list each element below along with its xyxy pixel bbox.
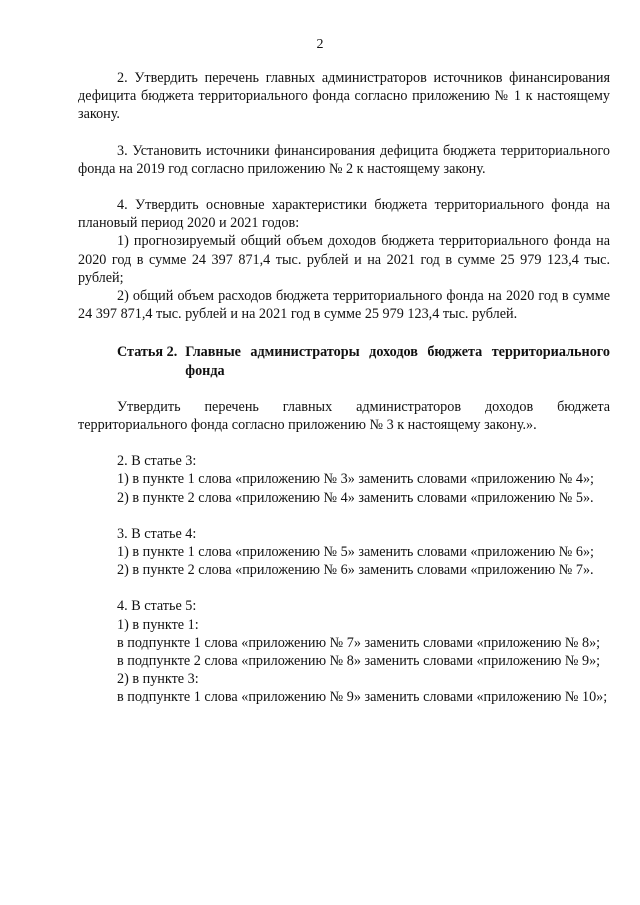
amendment-item: в подпункте 1 слова «приложению № 7» заменить словами «приложению № 8»; — [117, 634, 601, 651]
amendment-item: 2) в пункте 2 слова «приложению № 4» заменить словами «приложению № 5». — [117, 489, 594, 506]
amendment-item: 1) в пункте 1 слова «приложению № 5» заменить словами «приложению № 6»; — [117, 544, 594, 561]
paragraph-planned-period: 4. Утвердить основные характеристики бюджета территориального фонда на плановый период 2020 и 2021 годов: — [78, 197, 610, 232]
paragraph-approve-sources-list: 2. Утвердить перечень главных администраторов источников финансирования дефицита бюджета территориального фонда согласно приложению № 1 к настоящему закону. — [78, 70, 610, 123]
section-heading-article-4: 3. В статье 4: — [117, 525, 197, 542]
section-heading-article-3: 2. В статье 3: — [117, 453, 197, 470]
amendment-item: в подпункте 2 слова «приложению № 8» заменить словами «приложению № 9»; — [117, 653, 601, 670]
article-heading — [78, 343, 610, 379]
amendment-item: 1) в пункте 1 слова «приложению № 3» заменить словами «приложению № 4»; — [117, 471, 594, 488]
paragraph-establish-sources: 3. Установить источники финансирования дефицита бюджета территориального фонда на 2019 год согласно приложению № 2 к настоящему закону. — [78, 142, 610, 177]
article-text: Утвердить перечень главных администраторов доходов бюджета территориального фонда согласно приложению № 3 к настоящему закону.». — [78, 398, 610, 434]
page-number: 2 — [316, 37, 324, 52]
amendment-item: 2) в пункте 3: — [117, 671, 199, 688]
article-label: Статья 2. — [117, 344, 178, 361]
subparagraph-revenues: 1) прогнозируемый общий объем доходов бюджета территориального фонда на 2020 год в сумме 24 397 871,4 тыс. рублей и на 2021 год в сумме 25 979 123,4 тыс. рублей; — [78, 233, 610, 286]
amendment-item: в подпункте 1 слова «приложению № 9» заменить словами «приложению № 10»; — [117, 689, 608, 706]
document-body — [78, 69, 610, 707]
section-heading-article-5: 4. В статье 5: — [117, 598, 197, 615]
amendment-item: 2) в пункте 2 слова «приложению № 6» заменить словами «приложению № 7». — [117, 562, 594, 579]
amendment-item: 1) в пункте 1: — [117, 616, 199, 633]
article-title: Главные администраторы доходов бюджета территориального фонда — [185, 344, 610, 379]
subparagraph-expenditures: 2) общий объем расходов бюджета территориального фонда на 2020 год в сумме 24 397 871,4 тыс. рублей и на 2021 год в сумме 25 979 123,4 тыс. рублей. — [78, 288, 610, 323]
